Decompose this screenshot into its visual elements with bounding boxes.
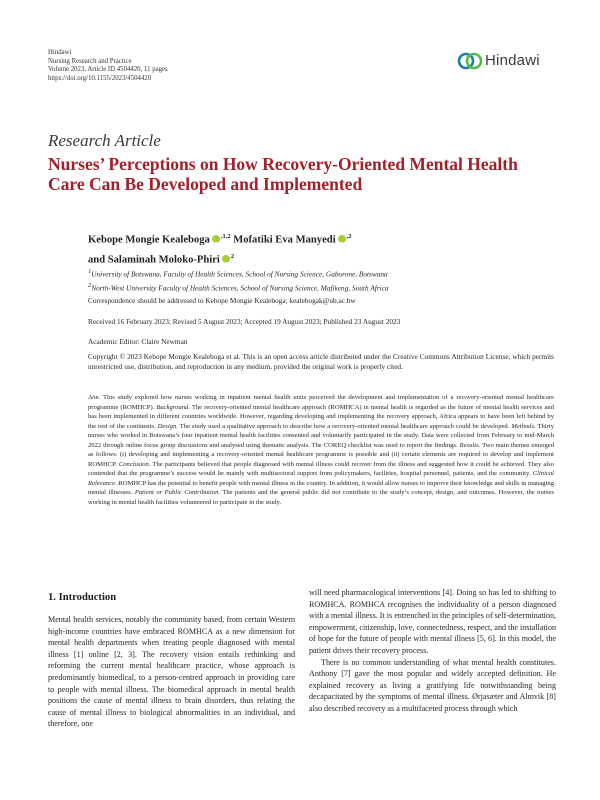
abstract-label: Design. xyxy=(157,422,178,430)
author-affil-sup: 2 xyxy=(230,252,235,260)
hindawi-logo xyxy=(455,46,555,76)
academic-editor: Academic Editor: Claire Newman xyxy=(88,337,188,346)
abstract-label: Background. xyxy=(156,403,190,411)
affiliation-number: 1 xyxy=(88,268,92,275)
journal-name: Nursing Research and Practice xyxy=(48,57,132,65)
author-affil-sup: ,1,2 xyxy=(220,233,231,240)
abstract-label: Clinical Relevance. xyxy=(88,470,554,487)
article-title: Nurses’ Perceptions on How Recovery-Oriented Mental Health Care Can Be Developed and Implemented xyxy=(48,154,518,194)
affiliation-text: North-West University Faculty of Health Sciences, School of Nursing Science, Mafikeng, South Africa xyxy=(91,283,389,293)
body-paragraph: will need pharmacological interventions [4]. Doing so has led to shifting to ROMHCA. ROMHCA recognises the individuality of a person diagnosed with a mental illness. It is entrenched in the principles of self-determination, empowerment, citizenship, love, connectedness, respect, and the installation of hope for the future of people with mental illness [5, 6]. In this model, the patient drives their recovery process. xyxy=(309,588,557,655)
hindawi-logo-icon xyxy=(455,46,485,76)
orcid-icon[interactable] xyxy=(338,235,346,243)
abstract-label: Aim. xyxy=(88,394,101,401)
author-list xyxy=(88,229,488,268)
author-name[interactable]: Kebope Mongie Kealeboga xyxy=(88,234,210,246)
abstract-text: The participants believed that people diagnosed with mental illness could recover from the illness and suggested how it could be achieved. They also contended that the programme’s success would lie mainly with multisectoral support from policymakers, facilities, hospital personnel, patients, and the community. xyxy=(88,460,554,478)
section-heading-introduction: 1. Introduction xyxy=(48,592,117,603)
abstract-label: Results. xyxy=(459,441,481,449)
article-type: Research Article xyxy=(48,131,161,150)
abstract-text: ROMHCP has the potential to benefit people with mental illness in the country. In addition, it would allow nurses to improve their knowledge and skills in managing mental illnesses. xyxy=(88,479,554,497)
body-column-left xyxy=(48,614,295,730)
affiliation-number: 2 xyxy=(88,281,92,289)
logo-text: Hindawi xyxy=(485,52,540,69)
volume-line: Volume 2023, Article ID 4504420, 11 pages xyxy=(48,66,168,74)
affiliation-item xyxy=(88,266,518,280)
journal-meta xyxy=(48,49,168,83)
correspondence: Correspondence should be addressed to Kebope Mongie Kealeboga; kealebogak@ub.ac.bw xyxy=(88,296,356,305)
affiliation-text: University of Botswana, Faculty of Health Sciences, School of Nursing Science, Gaborone, Botswana xyxy=(91,269,388,279)
affiliations xyxy=(88,266,518,294)
abstract-label: Patient or Public Contribution. xyxy=(134,489,221,497)
abstract-text: Two main themes emerged as follows: (i) developing and implementing a recovery-oriented mental healthcare programme is possible and (ii) certain elements are required to develop and implement ROMHCP. xyxy=(88,441,554,468)
body-paragraph: There is no common understanding of what mental health constitutes. Anthony [7] gave the most popular and widely accepted definition. He explained recovery as living a gratifying life notwithstanding being decapacitated by the symptoms of mental illness. Ørjasæter and Almvik [8] also described recovery as a multifaceted process through which xyxy=(309,657,556,713)
abstract-text: This study explored how nurses working in inpatient mental health units perceived the development and implementation of a recovery-oriented mental healthcare programme (ROMHCP). xyxy=(88,394,554,411)
abstract-text: The patients and the general public did not contribute to the study’s concept, design, and outcomes. However, the nurses working in mental health facilities volunteered to participate in the study. xyxy=(88,489,554,507)
abstract-text: The recovery-oriented mental healthcare approach (ROMHCA) in mental health is regarded as the future of mental health services and has been implemented in different countries worldwide. However, regarding developing and implementing the recovery approach, Africa appears to have been left behind by the rest of the continents. xyxy=(88,403,554,430)
affiliation-item xyxy=(88,280,518,294)
abstract-label: Conclusion. xyxy=(118,460,151,468)
abstract-label: Methods. xyxy=(511,422,536,430)
abstract xyxy=(88,393,554,508)
author-name[interactable]: Mofatiki Eva Manyedi xyxy=(233,234,336,246)
author-affil-sup: ,2 xyxy=(346,233,352,240)
orcid-icon[interactable] xyxy=(212,235,220,243)
body-paragraph: Mental health services, notably the community based, from certain Western high-income countries have embraced ROMHCA as a new dimension for mental health departments when treating people diagnosed with mental illness [1] online [2, 3]. The recovery vision entails rethinking and reforming the current mental healthcare practice, whose approach is predominantly biomedical, to a person-centred approach in providing care to people with mental illness. The biomedical approach in mental health positions the cause of mental illness to brain disorders, thus relating the cause of mental illness to biological abnormalities in an individual, and therefore, one xyxy=(48,615,295,729)
author-name[interactable]: Salaminah Moloko-Phiri xyxy=(107,254,220,266)
publisher-name: Hindawi xyxy=(48,49,72,56)
copyright-notice: Copyright © 2023 Kebope Mongie Kealeboga et al. This is an open access article distributed under the Creative Commons Attribution License, which permits unrestricted use, distribution, and reproduction in any medium, provided the original work is properly cited. xyxy=(88,352,554,371)
orcid-icon[interactable] xyxy=(222,255,230,263)
publication-dates: Received 16 February 2023; Revised 5 August 2023; Accepted 19 August 2023; Published 23 August 2023 xyxy=(88,317,401,326)
author-prefix: and xyxy=(88,254,108,266)
body-column-right xyxy=(309,587,556,715)
abstract-text: The study used a qualitative approach to describe how a recovery-oriented mental healthcare approach could be developed. xyxy=(177,422,512,430)
abstract-text: Thirty nurses who worked in Botswana’s four inpatient mental health facilities consented and voluntarily participated in the study. Data were collected from February to mid-March 2022 through online focus group discussions and analysed using thematic analysis. The COREQ checklist was used to report the findings. xyxy=(88,422,554,449)
doi-link[interactable]: https://doi.org/10.1155/2023/4504420 xyxy=(48,74,152,82)
